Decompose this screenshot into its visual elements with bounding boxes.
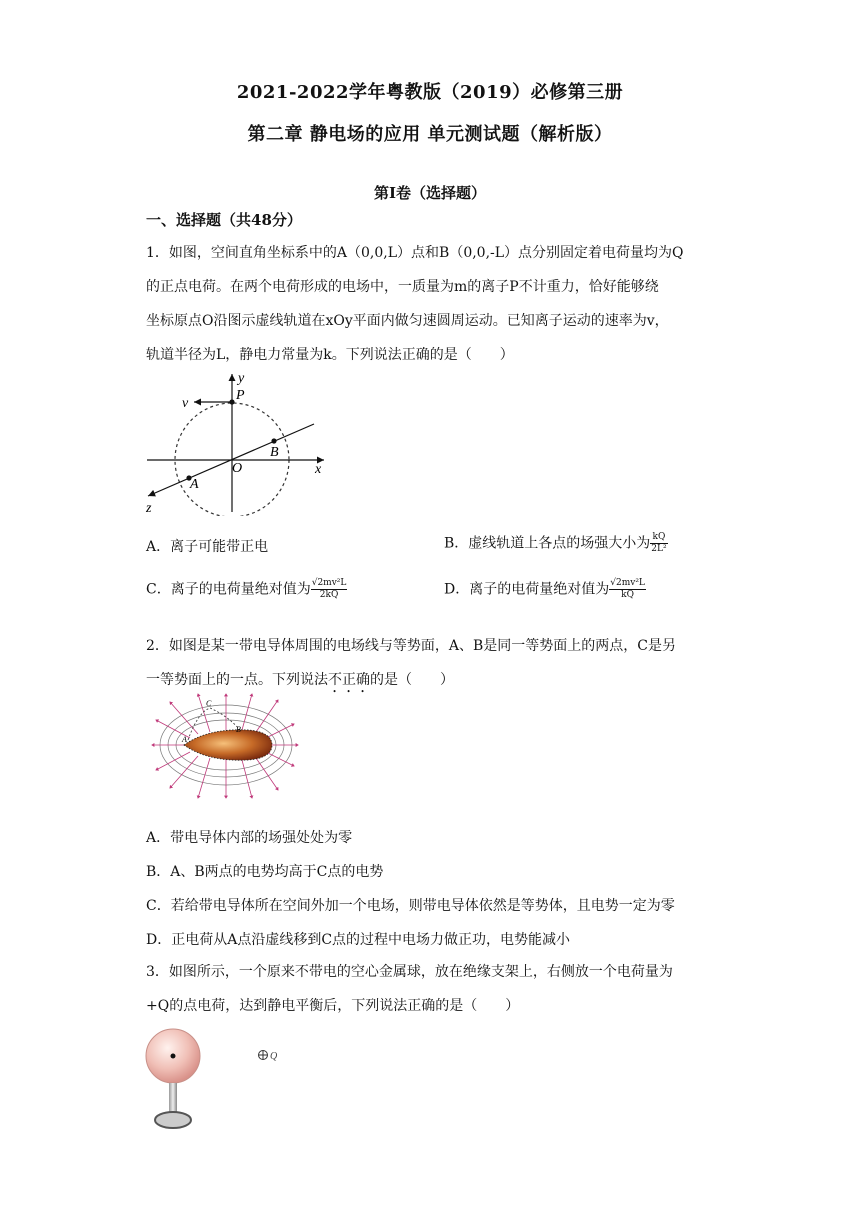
label-B: B <box>236 725 241 734</box>
charged-conductor <box>184 730 272 760</box>
label-A: A <box>190 477 199 492</box>
label-z: z <box>146 501 152 516</box>
q1-option-C-text: C．离子的电荷量绝对值为 <box>146 581 311 598</box>
fraction-denominator: 2L² <box>651 544 667 554</box>
q1-line3: 坐标原点O沿图示虚线轨道在xOy平面内做匀速圆周运动。已知离子运动的速率为v， <box>146 313 669 329</box>
q1-option-D <box>444 578 646 601</box>
q1-option-D-fraction <box>609 578 646 601</box>
q1-line1: 1．如图，空间直角坐标系中的A（0,0,L）点和B（0,0,-L）点分别固定着电荷量均为Q <box>146 245 684 261</box>
sphere-center-dot <box>171 1054 176 1059</box>
question-3-text <box>146 955 716 1023</box>
document-title-line1: 2021-2022学年粤教版（2019）必修第三册 <box>236 82 624 103</box>
fraction-numerator: √2mv²L <box>311 578 347 588</box>
point-P <box>229 399 234 404</box>
q2-option-D: D．正电荷从A点沿虚线移到C点的过程中电场力做正功，电势能减小 <box>146 932 571 948</box>
q1-option-B-fraction <box>650 532 667 555</box>
fraction-denominator: 2kQ <box>319 590 339 600</box>
q1-option-A: A．离子可能带正电 <box>146 539 269 555</box>
label-P: P <box>236 388 245 403</box>
q2-option-C: C．若给带电导体所在空间外加一个电场，则带电导体依然是等势体，且电势一定为零 <box>146 898 675 914</box>
label-B: B <box>270 445 279 460</box>
q3-line2: +Q的点电荷，达到静电平衡后，下列说法正确的是（ ） <box>146 998 520 1014</box>
volume-heading: 第Ⅰ卷（选择题） <box>373 184 487 202</box>
label-A: A <box>182 735 187 744</box>
question-1-text <box>146 236 716 372</box>
q2-line1: 2．如图是某一带电导体周围的电场线与等势面，A、B是同一等势面上的两点，C是另 <box>146 638 677 654</box>
fraction-denominator: kQ <box>621 590 634 600</box>
label-C: C <box>206 699 212 708</box>
q2-field-figure <box>148 690 300 810</box>
q2-line2-post: 的是（ ） <box>370 672 454 688</box>
q1-option-D-text: D．离子的电荷量绝对值为 <box>444 581 610 598</box>
question-2-text <box>146 629 716 697</box>
document-title-line2: 第二章 静电场的应用 单元测试题（解析版） <box>247 124 613 145</box>
q2-option-B: B．A、B两点的电势均高于C点的电势 <box>146 864 384 880</box>
q2-option-A: A．带电导体内部的场强处处为零 <box>146 830 353 846</box>
label-x: x <box>315 462 322 477</box>
q3-sphere-figure <box>140 1024 300 1136</box>
q1-option-C <box>146 578 347 601</box>
q1-option-B-text: B．虚线轨道上各点的场强大小为 <box>444 535 651 552</box>
label-v: v <box>182 396 189 411</box>
q1-line2: 的正点电荷。在两个电荷形成的电场中，一质量为m的离子P不计重力，恰好能够绕 <box>146 279 659 295</box>
label-y: y <box>238 371 245 386</box>
q2-emphasis: 不正确 <box>328 672 370 688</box>
insulating-stand-base <box>155 1112 191 1128</box>
label-O: O <box>232 461 243 476</box>
q1-coordinate-figure <box>142 366 342 516</box>
label-Q: Q <box>270 1051 278 1062</box>
q2-line2-pre: 一等势面上的一点。下列说法 <box>146 672 328 688</box>
q1-option-C-fraction <box>311 578 348 601</box>
fraction-numerator: √2mv²L <box>610 578 645 588</box>
fraction-numerator: kQ <box>650 532 667 544</box>
q1-option-B <box>444 532 668 555</box>
part-heading: 一、选择题（共48分） <box>146 211 302 229</box>
point-B <box>271 438 276 443</box>
q3-line1: 3．如图所示，一个原来不带电的空心金属球，放在绝缘支架上，右侧放一个电荷量为 <box>146 964 673 980</box>
q1-line4: 轨道半径为L，静电力常量为k。下列说法正确的是（ ） <box>146 347 514 363</box>
